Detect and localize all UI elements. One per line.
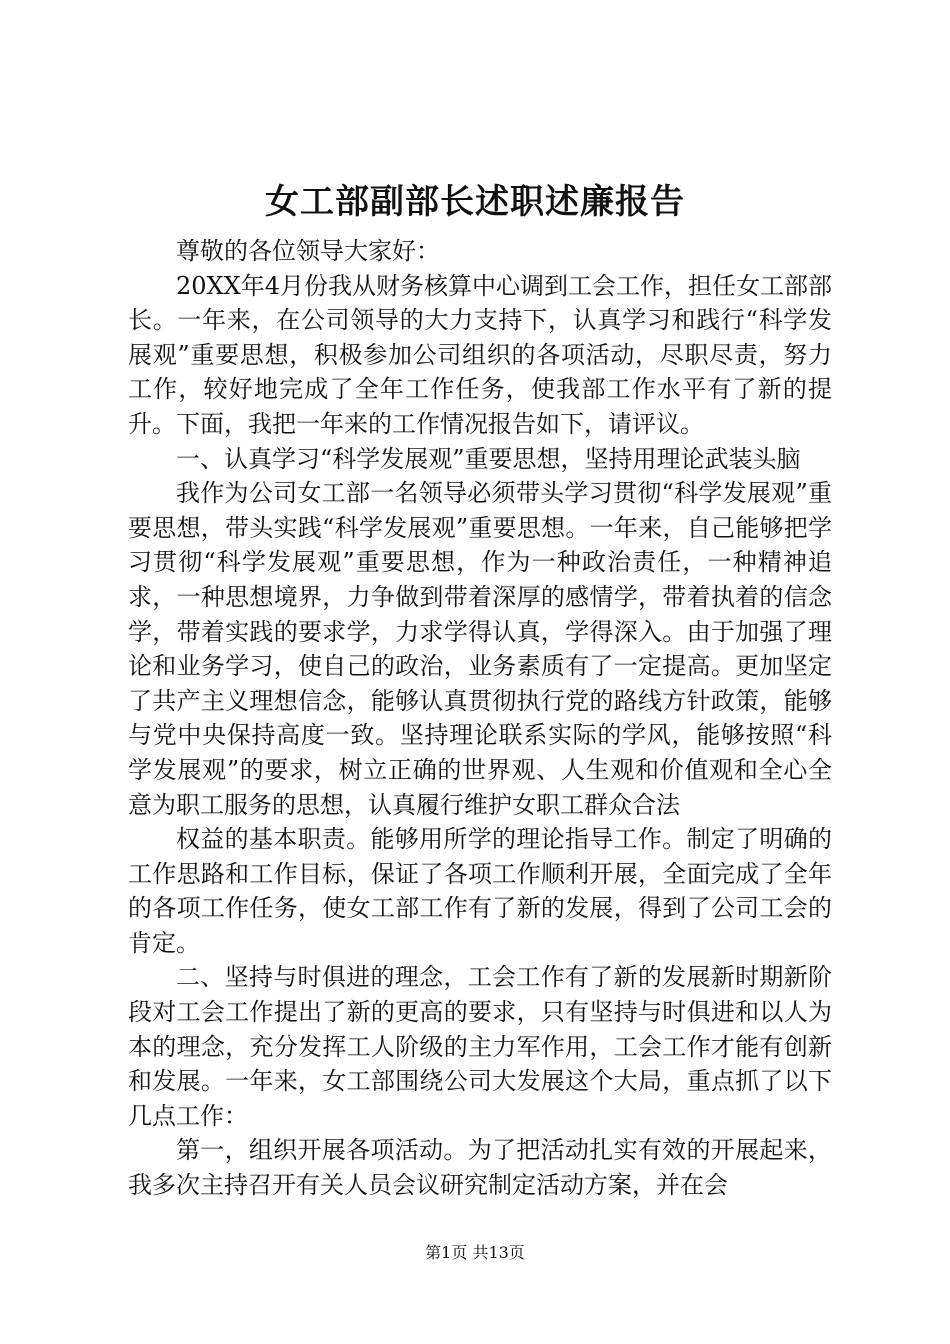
page-number-footer: 第1页 共13页 — [425, 1243, 525, 1262]
document-body — [128, 234, 832, 1203]
paragraph-introduction: 20XX年4月份我从财务核算中心调到工会工作，担任女工部部长。一年来，在公司领导的大力支持下，认真学习和践行“科学发展观”重要思想，积极参加公司组织的各项活动，尽职尽责，努力工作，较好地完成了全年工作任务，使我部工作水平有了新的提升。下面，我把一年来的工作情况报告如下，请评议。 — [128, 271, 832, 438]
section-heading-2: 二、坚持与时俱进的理念，工会工作有了新的发展新时期新阶段对工会工作提出了新的更高的要求，只有坚持与时俱进和以人为本的理念，充分发挥工人阶级的主力军作用，工会工作才能有创新和发展。一年来，女工部围绕公司大发展这个大局，重点抓了以下几点工作： — [128, 963, 832, 1130]
section-heading-1: 一、认真学习“科学发展观”重要思想，坚持用理论武装头脑 — [176, 444, 801, 473]
paragraph-duties: 权益的基本职责。能够用所学的理论指导工作。制定了明确的工作思路和工作目标，保证了各项工作顺利开展，全面完成了全年的各项工作任务，使女工部工作有了新的发展，得到了公司工会的肯定。 — [128, 825, 832, 957]
paragraph-study: 我作为公司女工部一名领导必须带头学习贯彻“科学发展观”重要思想，带头实践“科学发展观”重要思想。一年来，自己能够把学习贯彻“科学发展观”重要思想，作为一种政治责任，一种精神追求，一种思想境界，力争做到带着深厚的感情学，带着执着的信念学，带着实践的要求学，力求学得认真，学得深入。由于加强了理论和业务学习，使自己的政治，业务素质有了一定提高。更加坚定了共产主义理想信念，能够认真贯彻执行党的路线方针政策，能够与党中央保持高度一致。坚持理论联系实际的学风，能够按照“科学发展观”的要求，树立正确的世界观、人生观和价值观和全心全意为职工服务的思想，认真履行维护女职工群众合法 — [128, 479, 832, 819]
paragraph-activities: 第一，组织开展各项活动。为了把活动扎实有效的开展起来，我多次主持召开有关人员会议研究制定活动方案，并在会 — [128, 1136, 832, 1200]
document-title: 女工部副部长述职述廉报告 — [265, 182, 685, 222]
paragraph-salutation: 尊敬的各位领导大家好： — [176, 237, 440, 265]
